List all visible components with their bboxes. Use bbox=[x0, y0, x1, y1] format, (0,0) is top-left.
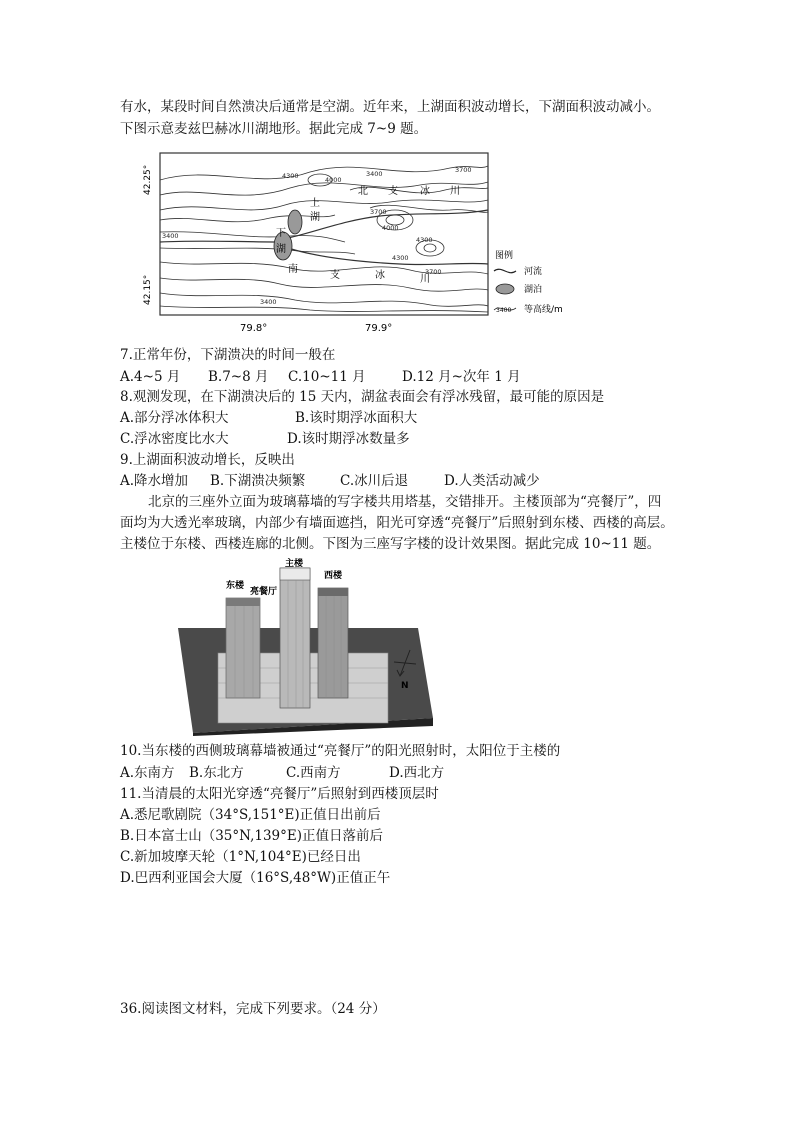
lat-top-label: 42.25° bbox=[143, 164, 153, 195]
lat-bottom-label: 42.15° bbox=[143, 274, 153, 305]
label-south-1: 南 bbox=[288, 264, 298, 275]
label-south-3: 冰 bbox=[375, 270, 385, 281]
contour-value: 3700 bbox=[370, 208, 387, 216]
contour-value: 4300 bbox=[392, 254, 409, 262]
lon-right-label: 79.9° bbox=[365, 323, 393, 334]
legend-lake: 湖泊 bbox=[524, 285, 543, 295]
east-tower bbox=[226, 598, 260, 698]
intro-line-1: 有水，某段时间自然溃决后通常是空湖。近年来，上湖面积波动增长，下湖面积波动减小。 bbox=[120, 99, 660, 115]
label-east-tower: 东楼 bbox=[226, 581, 245, 591]
q36-stem: 36.阅读图文材料，完成下列要求。（24 分） bbox=[120, 1001, 386, 1017]
q9-stem: 9.上湖面积波动增长，反映出 bbox=[120, 452, 295, 468]
label-north-2: 支 bbox=[388, 186, 398, 197]
label-main-tower: 主楼 bbox=[285, 559, 304, 569]
q11-option-b: B.日本富士山（35°N,139°E)正值日落前后 bbox=[120, 828, 384, 844]
q11-option-a: A.悉尼歌剧院（34°S,151°E)正值日出前后 bbox=[120, 807, 381, 823]
q10-stem: 10.当东楼的西侧玻璃幕墙被通过“亮餐厅”的阳光照射时，太阳位于主楼的 bbox=[120, 743, 561, 759]
contour-value: 3400 bbox=[366, 170, 383, 178]
legend-lake-symbol bbox=[496, 284, 514, 294]
glacier-lake-contour-map bbox=[120, 150, 590, 340]
q9-option-d: D.人类活动减少 bbox=[444, 473, 540, 489]
q8-stem: 8.观测发现，在下湖溃决后的 15 天内，湖盆表面会有浮冰残留，最可能的原因是 bbox=[120, 389, 605, 405]
q11-option-d: D.巴西利亚国会大厦（16°S,48°W)正值正午 bbox=[120, 870, 391, 886]
contour-value: 4300 bbox=[282, 172, 299, 180]
label-south-2: 支 bbox=[330, 270, 340, 281]
label-upper-1: 上 bbox=[310, 198, 320, 209]
q7-option-b: B.7~8 月 bbox=[208, 369, 269, 385]
label-west-tower: 西楼 bbox=[324, 571, 343, 581]
q10-option-c: C.西南方 bbox=[286, 765, 341, 781]
legend-contour-value: 3400 bbox=[496, 307, 512, 314]
q8-option-d: D.该时期浮冰数量多 bbox=[287, 431, 410, 447]
contour-value: 4000 bbox=[325, 176, 342, 184]
contour-value: 3700 bbox=[425, 268, 442, 276]
legend-title: 图例 bbox=[495, 251, 514, 261]
q7-stem: 7.正常年份，下湖溃决的时间一般在 bbox=[120, 347, 336, 363]
legend-contour: 等高线/m bbox=[524, 305, 563, 315]
passage2-line-3: 主楼位于东楼、西楼连廊的北侧。下图为三座写字楼的设计效果图。据此完成 10~11 题。 bbox=[120, 536, 661, 552]
label-north-4: 川 bbox=[450, 186, 460, 197]
contour-value: 3700 bbox=[455, 166, 472, 174]
q10-option-d: D.西北方 bbox=[389, 765, 445, 781]
q7-option-c: C.10~11 月 bbox=[288, 369, 366, 385]
q7-option-d: D.12 月~次年 1 月 bbox=[402, 369, 521, 385]
q9-option-b: B.下湖溃决频繁 bbox=[210, 473, 306, 489]
contour-value: 3400 bbox=[162, 232, 179, 240]
office-towers-rendering bbox=[148, 558, 448, 736]
contour-value: 3400 bbox=[260, 298, 277, 306]
passage2-line-1: 北京的三座外立面为玻璃幕墙的写字楼共用塔基，交错排开。主楼顶部为“亮餐厅”，四 bbox=[148, 494, 662, 510]
q8-option-c: C.浮冰密度比水大 bbox=[120, 431, 229, 447]
label-restaurant: 亮餐厅 bbox=[250, 587, 278, 597]
q8-option-b: B.该时期浮冰面积大 bbox=[295, 410, 418, 426]
label-lower-2: 湖 bbox=[276, 244, 286, 255]
north-label: N bbox=[401, 681, 409, 691]
legend-river-symbol bbox=[494, 269, 516, 272]
q11-stem: 11.当清晨的太阳光穿透“亮餐厅”后照射到西楼顶层时 bbox=[120, 786, 439, 802]
label-north-3: 冰 bbox=[420, 186, 430, 197]
contour-value: 4000 bbox=[382, 224, 399, 232]
label-north-1: 北 bbox=[358, 186, 368, 197]
label-south-4: 川 bbox=[420, 274, 430, 285]
label-lower-1: 下 bbox=[276, 228, 286, 239]
label-upper-2: 湖 bbox=[310, 212, 320, 223]
west-tower bbox=[318, 588, 348, 698]
lon-left-label: 79.8° bbox=[240, 323, 268, 334]
main-tower bbox=[280, 568, 310, 708]
q9-option-c: C.冰川后退 bbox=[340, 473, 409, 489]
q11-option-c: C.新加坡摩天轮（1°N,104°E)已经日出 bbox=[120, 849, 361, 865]
contour-value: 4300 bbox=[416, 236, 433, 244]
legend-river: 河流 bbox=[524, 267, 543, 277]
q10-option-b: B.东北方 bbox=[189, 765, 244, 781]
q10-option-a: A.东南方 bbox=[120, 765, 175, 781]
passage2-line-2: 面均为大透光率玻璃，内部少有墙面遮挡，阳光可穿透“亮餐厅”后照射到东楼、西楼的高层。 bbox=[120, 515, 674, 531]
q8-option-a: A.部分浮冰体积大 bbox=[120, 410, 229, 426]
intro-line-2: 下图示意麦兹巴赫冰川湖地形。据此完成 7~9 题。 bbox=[120, 121, 428, 137]
q9-option-a: A.降水增加 bbox=[120, 473, 189, 489]
q7-option-a: A.4~5 月 bbox=[120, 369, 181, 385]
